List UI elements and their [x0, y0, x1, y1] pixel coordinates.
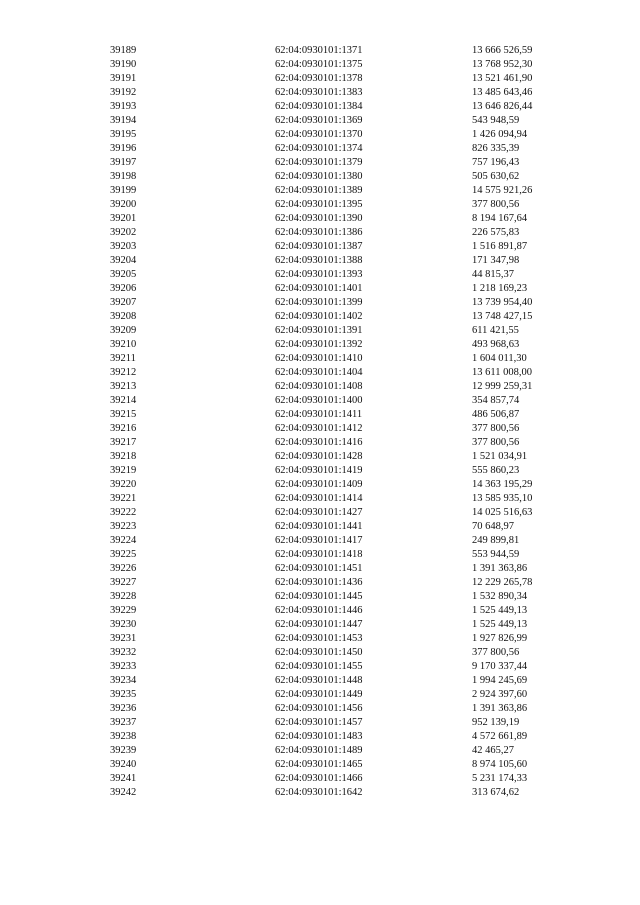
- cadastral-value-cell: 2 924 397,60: [472, 689, 528, 700]
- table-row: [110, 170, 560, 184]
- record-number-cell: 39239: [110, 745, 137, 756]
- record-number-cell: 39198: [110, 171, 137, 182]
- cadastral-number-cell: 62:04:0930101:1384: [275, 101, 363, 112]
- cadastral-number-cell: 62:04:0930101:1400: [275, 395, 363, 406]
- cadastral-number-cell: 62:04:0930101:1457: [275, 717, 363, 728]
- cadastral-number-cell: 62:04:0930101:1386: [275, 227, 363, 238]
- cadastral-number-cell: 62:04:0930101:1383: [275, 87, 363, 98]
- table-row: [110, 352, 560, 366]
- cadastral-value-cell: 611 421,55: [472, 325, 519, 336]
- record-number-cell: 39214: [110, 395, 137, 406]
- record-number-cell: 39242: [110, 787, 137, 798]
- cadastral-number-cell: 62:04:0930101:1414: [275, 493, 363, 504]
- cadastral-value-cell: 9 170 337,44: [472, 661, 528, 672]
- cadastral-value-cell: 44 815,37: [472, 269, 514, 280]
- record-number-cell: 39197: [110, 157, 137, 168]
- record-number-cell: 39213: [110, 381, 137, 392]
- cadastral-value-cell: 14 025 516,63: [472, 507, 533, 518]
- table-row: [110, 114, 560, 128]
- cadastral-value-cell: 757 196,43: [472, 157, 520, 168]
- record-number-cell: 39193: [110, 101, 137, 112]
- table-row: [110, 142, 560, 156]
- cadastral-number-cell: 62:04:0930101:1391: [275, 325, 363, 336]
- record-number-cell: 39215: [110, 409, 137, 420]
- cadastral-number-cell: 62:04:0930101:1401: [275, 283, 363, 294]
- table-row: [110, 716, 560, 730]
- record-number-cell: 39235: [110, 689, 137, 700]
- cadastral-number-cell: 62:04:0930101:1427: [275, 507, 363, 518]
- table-row: [110, 702, 560, 716]
- cadastral-value-cell: 493 968,63: [472, 339, 520, 350]
- record-number-cell: 39226: [110, 563, 137, 574]
- record-number-cell: 39234: [110, 675, 137, 686]
- table-row: [110, 520, 560, 534]
- cadastral-value-cell: 377 800,56: [472, 199, 520, 210]
- table-row: [110, 240, 560, 254]
- record-number-cell: 39225: [110, 549, 137, 560]
- cadastral-value-cell: 171 347,98: [472, 255, 520, 266]
- record-number-cell: 39228: [110, 591, 137, 602]
- table-row: [110, 380, 560, 394]
- table-row: [110, 58, 560, 72]
- table-row: [110, 786, 560, 800]
- cadastral-number-cell: 62:04:0930101:1417: [275, 535, 363, 546]
- cadastral-value-cell: 1 516 891,87: [472, 241, 528, 252]
- record-number-cell: 39202: [110, 227, 137, 238]
- record-number-cell: 39240: [110, 759, 137, 770]
- cadastral-number-cell: 62:04:0930101:1390: [275, 213, 363, 224]
- table-row: [110, 198, 560, 212]
- table-row: [110, 436, 560, 450]
- cadastral-value-cell: 13 748 427,15: [472, 311, 533, 322]
- cadastral-value-cell: 1 521 034,91: [472, 451, 528, 462]
- record-number-cell: 39189: [110, 45, 137, 56]
- cadastral-value-cell: 555 860,23: [472, 465, 520, 476]
- cadastral-number-cell: 62:04:0930101:1393: [275, 269, 363, 280]
- record-number-cell: 39216: [110, 423, 137, 434]
- cadastral-number-cell: 62:04:0930101:1395: [275, 199, 363, 210]
- cadastral-number-cell: 62:04:0930101:1446: [275, 605, 363, 616]
- table-row: [110, 618, 560, 632]
- registry-table: [110, 44, 560, 800]
- cadastral-value-cell: 952 139,19: [472, 717, 520, 728]
- cadastral-value-cell: 1 391 363,86: [472, 703, 528, 714]
- cadastral-number-cell: 62:04:0930101:1399: [275, 297, 363, 308]
- table-row: [110, 86, 560, 100]
- cadastral-number-cell: 62:04:0930101:1455: [275, 661, 363, 672]
- record-number-cell: 39212: [110, 367, 137, 378]
- record-number-cell: 39237: [110, 717, 137, 728]
- cadastral-value-cell: 826 335,39: [472, 143, 520, 154]
- cadastral-number-cell: 62:04:0930101:1411: [275, 409, 363, 420]
- cadastral-value-cell: 4 572 661,89: [472, 731, 528, 742]
- record-number-cell: 39203: [110, 241, 137, 252]
- cadastral-value-cell: 42 465,27: [472, 745, 514, 756]
- cadastral-value-cell: 313 674,62: [472, 787, 520, 798]
- table-row: [110, 44, 560, 58]
- cadastral-number-cell: 62:04:0930101:1404: [275, 367, 363, 378]
- table-row: [110, 492, 560, 506]
- table-row: [110, 772, 560, 786]
- cadastral-number-cell: 62:04:0930101:1450: [275, 647, 363, 658]
- table-row: [110, 282, 560, 296]
- cadastral-value-cell: 13 585 935,10: [472, 493, 533, 504]
- cadastral-value-cell: 226 575,83: [472, 227, 520, 238]
- table-row: [110, 408, 560, 422]
- record-number-cell: 39192: [110, 87, 137, 98]
- cadastral-value-cell: 1 391 363,86: [472, 563, 528, 574]
- cadastral-number-cell: 62:04:0930101:1483: [275, 731, 363, 742]
- record-number-cell: 39218: [110, 451, 137, 462]
- table-row: [110, 730, 560, 744]
- record-number-cell: 39232: [110, 647, 137, 658]
- cadastral-number-cell: 62:04:0930101:1428: [275, 451, 363, 462]
- table-row: [110, 212, 560, 226]
- record-number-cell: 39238: [110, 731, 137, 742]
- record-number-cell: 39221: [110, 493, 137, 504]
- table-row: [110, 128, 560, 142]
- cadastral-number-cell: 62:04:0930101:1389: [275, 185, 363, 196]
- record-number-cell: 39236: [110, 703, 137, 714]
- cadastral-number-cell: 62:04:0930101:1418: [275, 549, 363, 560]
- record-number-cell: 39207: [110, 297, 137, 308]
- cadastral-value-cell: 8 194 167,64: [472, 213, 528, 224]
- cadastral-number-cell: 62:04:0930101:1466: [275, 773, 363, 784]
- registry-table-body: [110, 44, 560, 800]
- record-number-cell: 39224: [110, 535, 137, 546]
- record-number-cell: 39217: [110, 437, 137, 448]
- cadastral-value-cell: 12 229 265,78: [472, 577, 533, 588]
- cadastral-value-cell: 1 994 245,69: [472, 675, 528, 686]
- table-row: [110, 450, 560, 464]
- record-number-cell: 39195: [110, 129, 137, 140]
- record-number-cell: 39194: [110, 115, 137, 126]
- cadastral-value-cell: 14 575 921,26: [472, 185, 533, 196]
- record-number-cell: 39229: [110, 605, 137, 616]
- table-row: [110, 688, 560, 702]
- cadastral-number-cell: 62:04:0930101:1379: [275, 157, 363, 168]
- cadastral-number-cell: 62:04:0930101:1419: [275, 465, 363, 476]
- cadastral-value-cell: 1 532 890,34: [472, 591, 528, 602]
- cadastral-number-cell: 62:04:0930101:1380: [275, 171, 363, 182]
- record-number-cell: 39208: [110, 311, 137, 322]
- cadastral-number-cell: 62:04:0930101:1392: [275, 339, 363, 350]
- table-row: [110, 296, 560, 310]
- cadastral-number-cell: 62:04:0930101:1409: [275, 479, 363, 490]
- table-row: [110, 660, 560, 674]
- table-row: [110, 744, 560, 758]
- cadastral-number-cell: 62:04:0930101:1371: [275, 45, 363, 56]
- cadastral-number-cell: 62:04:0930101:1416: [275, 437, 363, 448]
- cadastral-value-cell: 377 800,56: [472, 437, 520, 448]
- cadastral-value-cell: 377 800,56: [472, 647, 520, 658]
- record-number-cell: 39233: [110, 661, 137, 672]
- cadastral-value-cell: 1 525 449,13: [472, 619, 528, 630]
- cadastral-value-cell: 1 426 094,94: [472, 129, 528, 140]
- table-row: [110, 758, 560, 772]
- cadastral-number-cell: 62:04:0930101:1369: [275, 115, 363, 126]
- cadastral-value-cell: 14 363 195,29: [472, 479, 533, 490]
- record-number-cell: 39191: [110, 73, 137, 84]
- cadastral-number-cell: 62:04:0930101:1370: [275, 129, 363, 140]
- record-number-cell: 39204: [110, 255, 137, 266]
- cadastral-number-cell: 62:04:0930101:1410: [275, 353, 363, 364]
- cadastral-value-cell: 1 604 011,30: [472, 353, 527, 364]
- table-row: [110, 548, 560, 562]
- cadastral-value-cell: 8 974 105,60: [472, 759, 528, 770]
- cadastral-number-cell: 62:04:0930101:1412: [275, 423, 363, 434]
- table-row: [110, 576, 560, 590]
- record-number-cell: 39199: [110, 185, 137, 196]
- cadastral-value-cell: 553 944,59: [472, 549, 520, 560]
- table-row: [110, 562, 560, 576]
- cadastral-value-cell: 1 525 449,13: [472, 605, 528, 616]
- record-number-cell: 39206: [110, 283, 137, 294]
- record-number-cell: 39223: [110, 521, 137, 532]
- table-row: [110, 464, 560, 478]
- table-row: [110, 366, 560, 380]
- cadastral-number-cell: 62:04:0930101:1375: [275, 59, 363, 70]
- table-row: [110, 506, 560, 520]
- record-number-cell: 39231: [110, 633, 137, 644]
- cadastral-number-cell: 62:04:0930101:1456: [275, 703, 363, 714]
- record-number-cell: 39209: [110, 325, 137, 336]
- cadastral-value-cell: 486 506,87: [472, 409, 520, 420]
- cadastral-number-cell: 62:04:0930101:1449: [275, 689, 363, 700]
- table-row: [110, 590, 560, 604]
- cadastral-value-cell: 377 800,56: [472, 423, 520, 434]
- record-number-cell: 39210: [110, 339, 137, 350]
- table-row: [110, 310, 560, 324]
- cadastral-number-cell: 62:04:0930101:1402: [275, 311, 363, 322]
- cadastral-number-cell: 62:04:0930101:1448: [275, 675, 363, 686]
- cadastral-value-cell: 1 218 169,23: [472, 283, 528, 294]
- record-number-cell: 39200: [110, 199, 137, 210]
- record-number-cell: 39190: [110, 59, 137, 70]
- cadastral-number-cell: 62:04:0930101:1465: [275, 759, 363, 770]
- record-number-cell: 39211: [110, 353, 136, 364]
- cadastral-number-cell: 62:04:0930101:1374: [275, 143, 363, 154]
- cadastral-number-cell: 62:04:0930101:1642: [275, 787, 363, 798]
- table-row: [110, 100, 560, 114]
- cadastral-number-cell: 62:04:0930101:1408: [275, 381, 363, 392]
- cadastral-number-cell: 62:04:0930101:1387: [275, 241, 363, 252]
- cadastral-value-cell: 13 611 008,00: [472, 367, 532, 378]
- table-row: [110, 72, 560, 86]
- table-row: [110, 478, 560, 492]
- table-row: [110, 632, 560, 646]
- cadastral-number-cell: 62:04:0930101:1441: [275, 521, 363, 532]
- cadastral-value-cell: 505 630,62: [472, 171, 520, 182]
- cadastral-value-cell: 1 927 826,99: [472, 633, 528, 644]
- table-row: [110, 156, 560, 170]
- record-number-cell: 39227: [110, 577, 137, 588]
- cadastral-value-cell: 13 739 954,40: [472, 297, 533, 308]
- cadastral-number-cell: 62:04:0930101:1445: [275, 591, 363, 602]
- record-number-cell: 39241: [110, 773, 137, 784]
- table-row: [110, 268, 560, 282]
- record-number-cell: 39220: [110, 479, 137, 490]
- cadastral-value-cell: 70 648,97: [472, 521, 514, 532]
- cadastral-value-cell: 13 646 826,44: [472, 101, 533, 112]
- table-row: [110, 338, 560, 352]
- cadastral-number-cell: 62:04:0930101:1489: [275, 745, 363, 756]
- table-row: [110, 534, 560, 548]
- table-row: [110, 394, 560, 408]
- table-row: [110, 674, 560, 688]
- cadastral-number-cell: 62:04:0930101:1453: [275, 633, 363, 644]
- cadastral-value-cell: 13 768 952,30: [472, 59, 533, 70]
- table-row: [110, 604, 560, 618]
- cadastral-value-cell: 13 666 526,59: [472, 45, 533, 56]
- record-number-cell: 39230: [110, 619, 137, 630]
- cadastral-value-cell: 12 999 259,31: [472, 381, 533, 392]
- table-row: [110, 254, 560, 268]
- cadastral-number-cell: 62:04:0930101:1451: [275, 563, 363, 574]
- table-row: [110, 184, 560, 198]
- cadastral-value-cell: 13 485 643,46: [472, 87, 533, 98]
- record-number-cell: 39222: [110, 507, 137, 518]
- cadastral-number-cell: 62:04:0930101:1447: [275, 619, 363, 630]
- table-row: [110, 646, 560, 660]
- cadastral-value-cell: 543 948,59: [472, 115, 520, 126]
- cadastral-value-cell: 5 231 174,33: [472, 773, 528, 784]
- cadastral-number-cell: 62:04:0930101:1388: [275, 255, 363, 266]
- record-number-cell: 39196: [110, 143, 137, 154]
- cadastral-number-cell: 62:04:0930101:1378: [275, 73, 363, 84]
- table-row: [110, 422, 560, 436]
- record-number-cell: 39201: [110, 213, 137, 224]
- record-number-cell: 39205: [110, 269, 137, 280]
- cadastral-value-cell: 13 521 461,90: [472, 73, 533, 84]
- cadastral-value-cell: 354 857,74: [472, 395, 520, 406]
- cadastral-value-cell: 249 899,81: [472, 535, 520, 546]
- table-row: [110, 324, 560, 338]
- record-number-cell: 39219: [110, 465, 137, 476]
- table-row: [110, 226, 560, 240]
- cadastral-number-cell: 62:04:0930101:1436: [275, 577, 363, 588]
